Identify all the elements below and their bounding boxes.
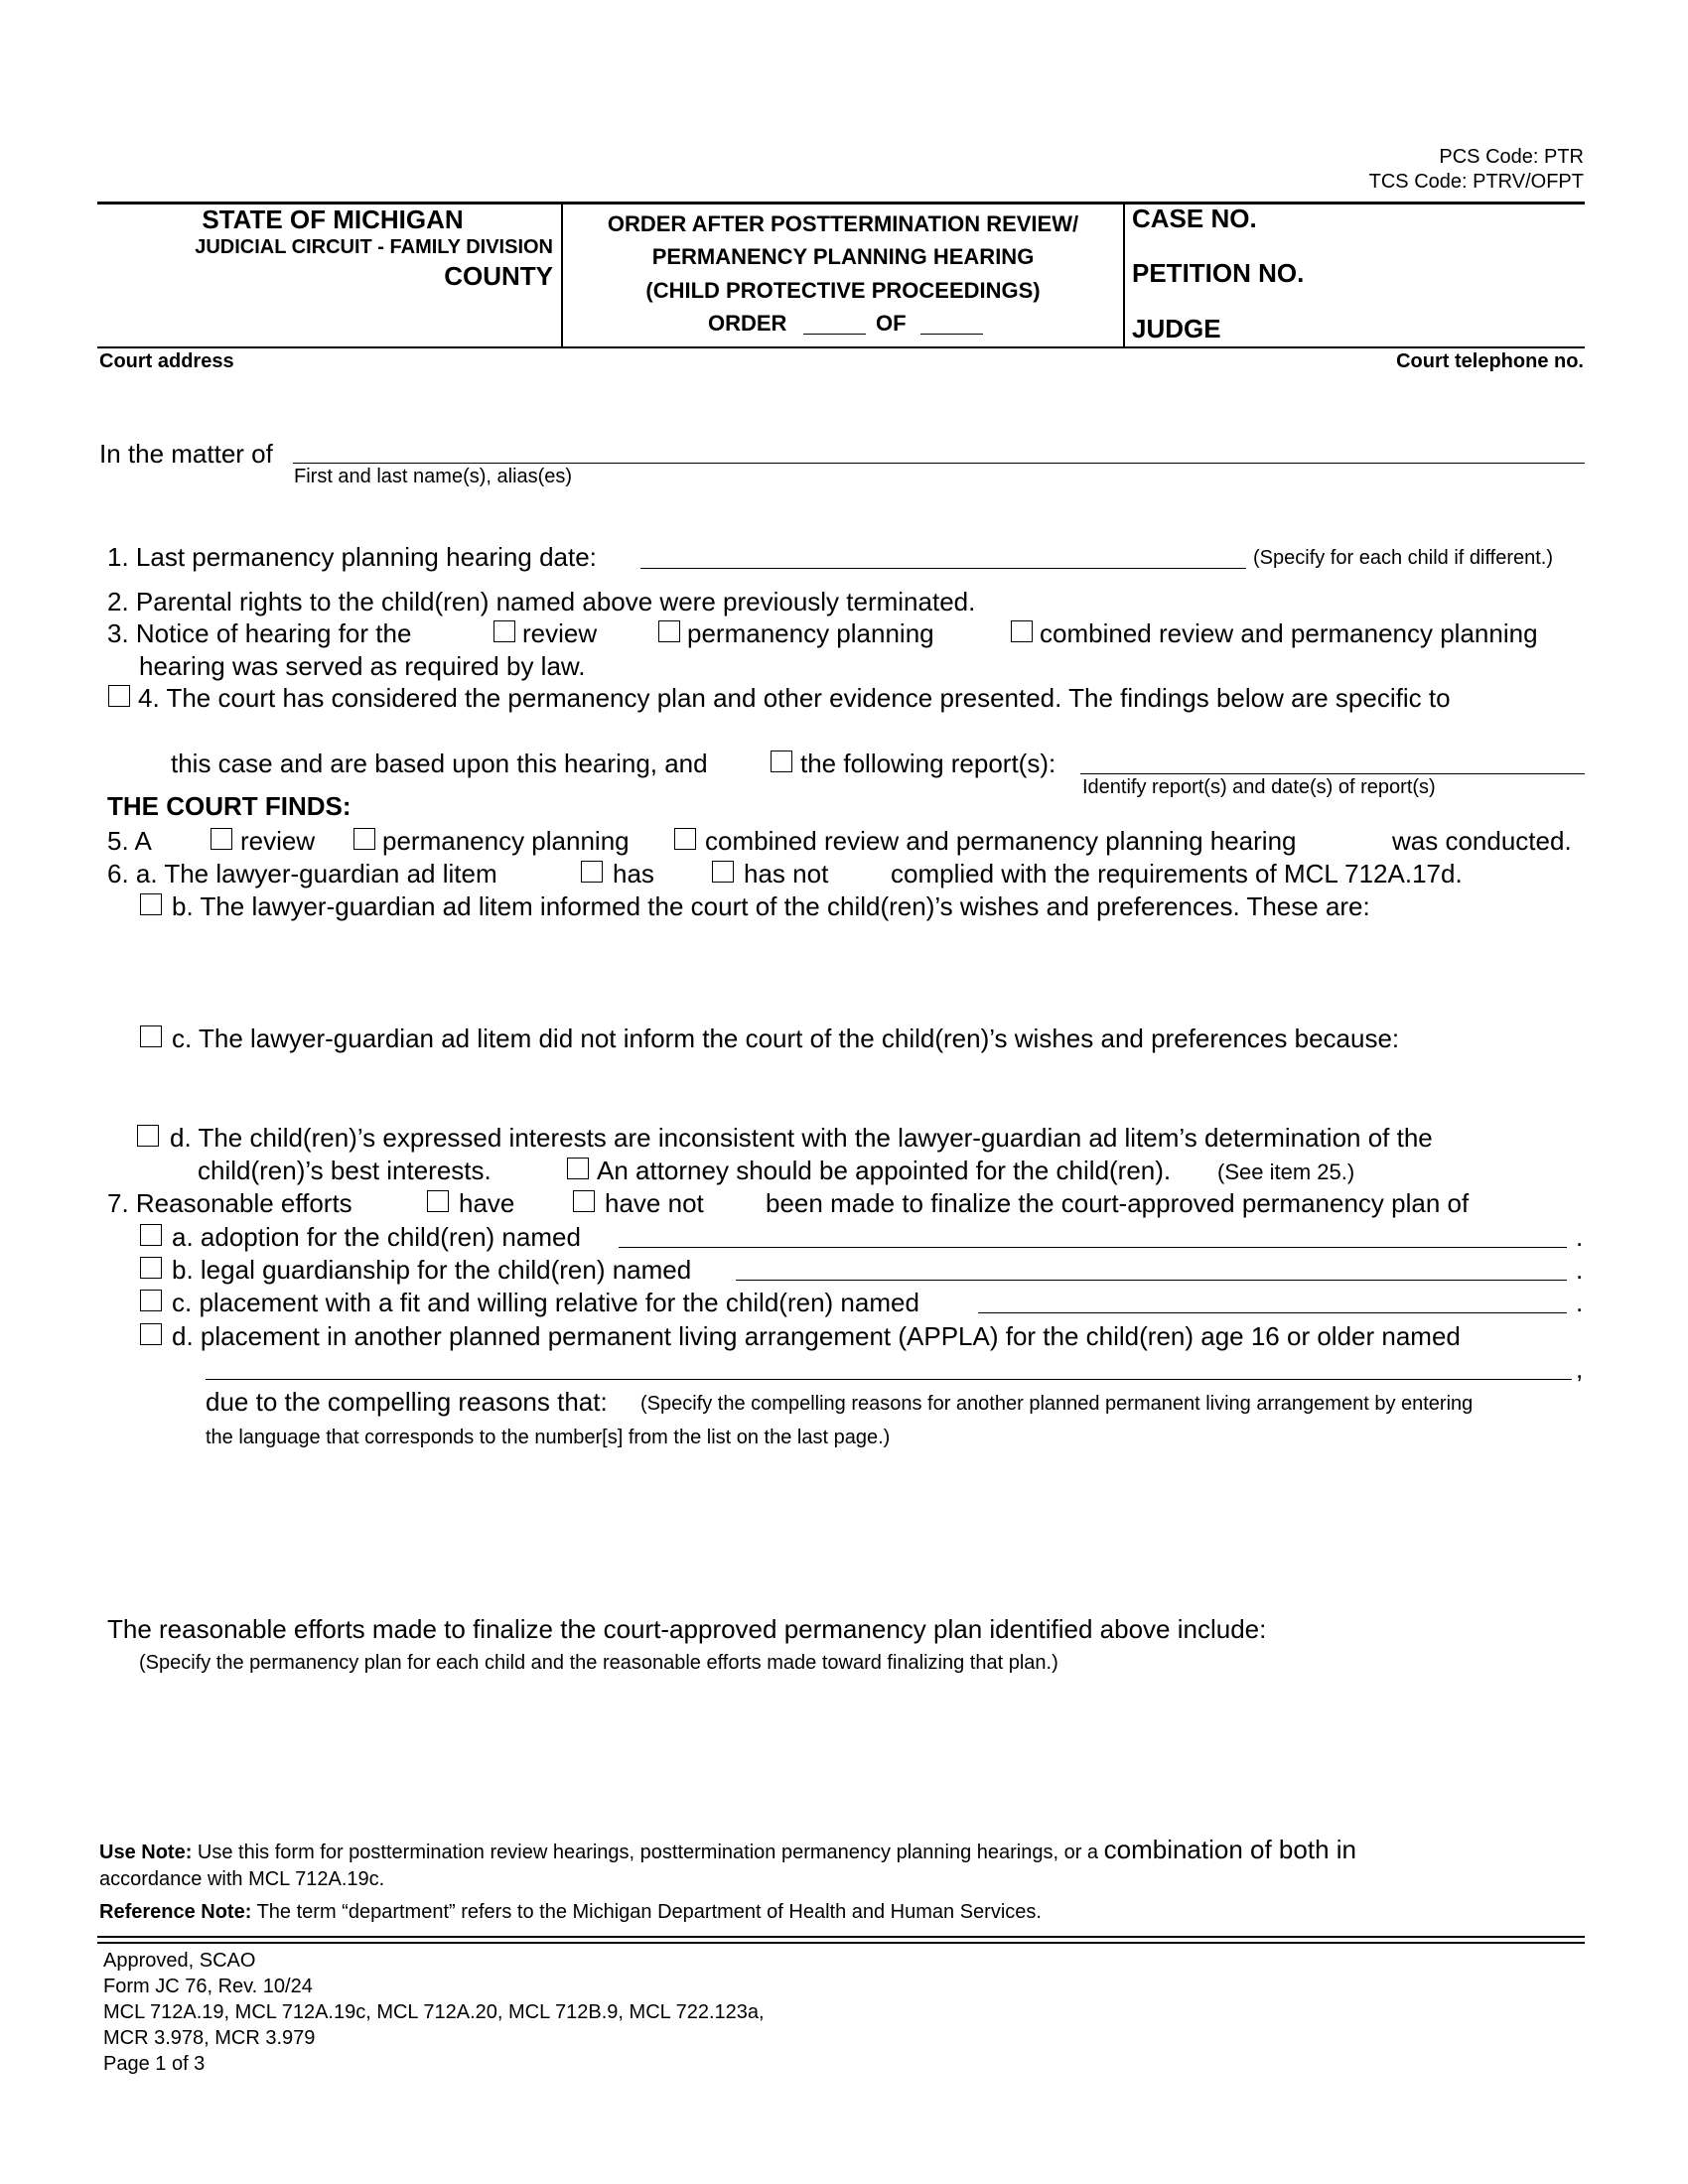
footer-approved: Approved, SCAO: [103, 1950, 256, 1972]
item-5-permanency-label: permanency planning: [382, 826, 630, 856]
item-3-permanency-checkbox[interactable]: [658, 620, 680, 642]
item-4-continuation: this case and are based upon this hearing, and: [171, 749, 708, 778]
header-bottom-rule: [97, 346, 1585, 348]
attorney-appointment-label: An attorney should be appointed for the child(ren).: [597, 1156, 1172, 1185]
item-6a-label: 6. a. The lawyer-guardian ad litem: [107, 859, 497, 888]
item-7b-text: b. legal guardianship for the child(ren) named: [172, 1255, 692, 1285]
footer-form-number: Form JC 76, Rev. 10/24: [103, 1976, 313, 1997]
item-4-reports-checkbox[interactable]: [771, 751, 792, 772]
item-6b-checkbox[interactable]: [140, 893, 162, 915]
compelling-reasons-note-1: (Specify the compelling reasons for another planned permanent living arrangement by entering: [640, 1393, 1474, 1415]
item-7c-text: c. placement with a fit and willing relative for the child(ren) named: [172, 1288, 919, 1317]
court-finds-heading: THE COURT FINDS:: [107, 791, 352, 821]
county-label: COUNTY: [444, 261, 553, 291]
item-3-review-checkbox[interactable]: [493, 620, 515, 642]
item-7-havenot-checkbox[interactable]: [573, 1190, 595, 1212]
footer-rule-bottom: [97, 1942, 1585, 1944]
see-item-25-note: (See item 25.): [1217, 1160, 1355, 1184]
item-7b-period: .: [1576, 1255, 1584, 1285]
use-note-text: Use this form for posttermination review hearings, posttermination permanency planning hearings, or a: [197, 1842, 1099, 1863]
court-address-label: Court address: [99, 350, 234, 372]
form-title-line-2: PERMANENCY PLANNING HEARING: [651, 244, 1035, 269]
matter-sublabel: First and last name(s), alias(es): [294, 466, 573, 487]
adoption-names-field[interactable]: [619, 1247, 1567, 1248]
item-5-permanency-checkbox[interactable]: [353, 828, 375, 850]
matter-name-field[interactable]: [293, 463, 1585, 464]
judicial-division: JUDICIAL CIRCUIT - FAMILY DIVISION: [195, 236, 553, 258]
item-6a-end: complied with the requirements of MCL 712A.17d.: [891, 859, 1463, 888]
header-divider-right: [1123, 202, 1125, 346]
item-3-review-label: review: [522, 618, 598, 648]
use-note-label: Use Note:: [99, 1842, 193, 1863]
item-3-continuation: hearing was served as required by law.: [139, 651, 586, 681]
form-title-line-3: (CHILD PROTECTIVE PROCEEDINGS): [645, 278, 1041, 303]
item-6a-has-label: has: [613, 859, 654, 888]
item-6d-checkbox[interactable]: [137, 1125, 159, 1147]
attorney-appointment-checkbox[interactable]: [567, 1158, 589, 1179]
use-note-text-large: combination of both in: [1103, 1835, 1356, 1864]
reference-note-label: Reference Note:: [99, 1901, 252, 1923]
item-3-combined-checkbox[interactable]: [1011, 620, 1033, 642]
item-7-end: been made to finalize the court-approved permanency plan of: [766, 1188, 1470, 1218]
order-total-field[interactable]: [920, 334, 983, 335]
item-4-text: 4. The court has considered the permanency plan and other evidence presented. The findings below are specific to: [138, 683, 1451, 713]
order-label: ORDER: [708, 311, 787, 336]
item-1-label: 1. Last permanency planning hearing date:: [107, 542, 597, 572]
item-5-combined-checkbox[interactable]: [674, 828, 696, 850]
item-2-text: 2. Parental rights to the child(ren) named above were previously terminated.: [107, 587, 976, 616]
item-7c-period: .: [1576, 1288, 1584, 1317]
appla-names-field[interactable]: [206, 1379, 1572, 1380]
matter-label: In the matter of: [99, 439, 273, 469]
reasonable-efforts-text: The reasonable efforts made to finalize the court-approved permanency plan identified above include:: [107, 1614, 1267, 1644]
hearing-date-field[interactable]: [640, 568, 1246, 569]
footer-rule-top: [97, 1936, 1585, 1938]
item-5-end: was conducted.: [1392, 826, 1572, 856]
relative-names-field[interactable]: [978, 1312, 1567, 1313]
item-4-sublabel: Identify report(s) and date(s) of report(s): [1082, 776, 1436, 798]
reasonable-efforts-note: (Specify the permanency plan for each child and the reasonable efforts made toward finalizing that plan.): [139, 1652, 1058, 1674]
item-7a-checkbox[interactable]: [140, 1224, 162, 1246]
compelling-reasons-note-2: the language that corresponds to the number[s] from the list on the last page.): [206, 1427, 891, 1448]
petition-no-label: PETITION NO.: [1132, 258, 1305, 288]
form-title-line-1: ORDER AFTER POSTTERMINATION REVIEW/: [607, 211, 1079, 236]
item-7-have-checkbox[interactable]: [427, 1190, 449, 1212]
judge-label: JUDGE: [1132, 314, 1221, 343]
guardianship-names-field[interactable]: [736, 1280, 1567, 1281]
item-7a-period: .: [1576, 1222, 1584, 1252]
of-label: OF: [876, 311, 907, 336]
item-7-have-label: have: [459, 1188, 515, 1218]
item-7d-comma: ,: [1576, 1354, 1584, 1384]
item-7d-checkbox[interactable]: [140, 1323, 162, 1345]
item-6d-continuation: child(ren)’s best interests.: [198, 1156, 492, 1185]
item-7-label: 7. Reasonable efforts: [107, 1188, 352, 1218]
order-number-field[interactable]: [803, 334, 866, 335]
item-7c-checkbox[interactable]: [140, 1290, 162, 1311]
use-note-continuation: accordance with MCL 712A.19c.: [99, 1868, 385, 1890]
reference-note-text: The term “department” refers to the Michigan Department of Health and Human Services.: [256, 1901, 1042, 1923]
item-6c-text: c. The lawyer-guardian ad litem did not inform the court of the child(ren)’s wishes and preferences because:: [172, 1024, 1400, 1053]
item-7b-checkbox[interactable]: [140, 1257, 162, 1279]
item-5-combined-label: combined review and permanency planning hearing: [705, 826, 1297, 856]
item-6a-hasnot-label: has not: [744, 859, 829, 888]
item-6b-text: b. The lawyer-guardian ad litem informed the court of the child(ren)’s wishes and preferences. These are:: [172, 891, 1370, 921]
item-5-review-label: review: [240, 826, 316, 856]
reference-note: [99, 1900, 1042, 1924]
item-7-havenot-label: have not: [605, 1188, 704, 1218]
case-no-label: CASE NO.: [1132, 204, 1257, 233]
reports-field[interactable]: [1080, 773, 1585, 774]
item-5-label: 5. A: [107, 826, 152, 856]
state-name: STATE OF MICHIGAN: [202, 205, 464, 234]
item-6d-text: d. The child(ren)’s expressed interests are inconsistent with the lawyer-guardian ad litem’s determination of the: [170, 1123, 1433, 1153]
item-6a-has-checkbox[interactable]: [581, 861, 603, 883]
item-5-review-checkbox[interactable]: [211, 828, 232, 850]
item-6c-checkbox[interactable]: [140, 1025, 162, 1047]
footer-mcl-refs: MCL 712A.19, MCL 712A.19c, MCL 712A.20, MCL 712B.9, MCL 722.123a,: [103, 2001, 765, 2023]
court-telephone-label: Court telephone no.: [1396, 350, 1584, 372]
pcs-code: PCS Code: PTR: [1439, 146, 1584, 168]
item-4-reports-label: the following report(s):: [800, 749, 1056, 778]
item-7a-text: a. adoption for the child(ren) named: [172, 1222, 581, 1252]
item-1-note: (Specify for each child if different.): [1253, 547, 1553, 569]
item-3-permanency-label: permanency planning: [687, 618, 934, 648]
item-3-combined-label: combined review and permanency planning: [1040, 618, 1538, 648]
item-6a-hasnot-checkbox[interactable]: [712, 861, 734, 883]
item-4-checkbox[interactable]: [108, 685, 130, 707]
tcs-code: TCS Code: PTRV/OFPT: [1368, 171, 1584, 193]
item-7d-text: d. placement in another planned permanent living arrangement (APPLA) for the child(ren) age 16 or older named: [172, 1321, 1461, 1351]
item-3-label: 3. Notice of hearing for the: [107, 618, 412, 648]
compelling-reasons-label: due to the compelling reasons that:: [206, 1387, 608, 1417]
footer-mcr-refs: MCR 3.978, MCR 3.979: [103, 2027, 316, 2049]
footer-page-number: Page 1 of 3: [103, 2053, 206, 2075]
use-note: [99, 1835, 1356, 1864]
